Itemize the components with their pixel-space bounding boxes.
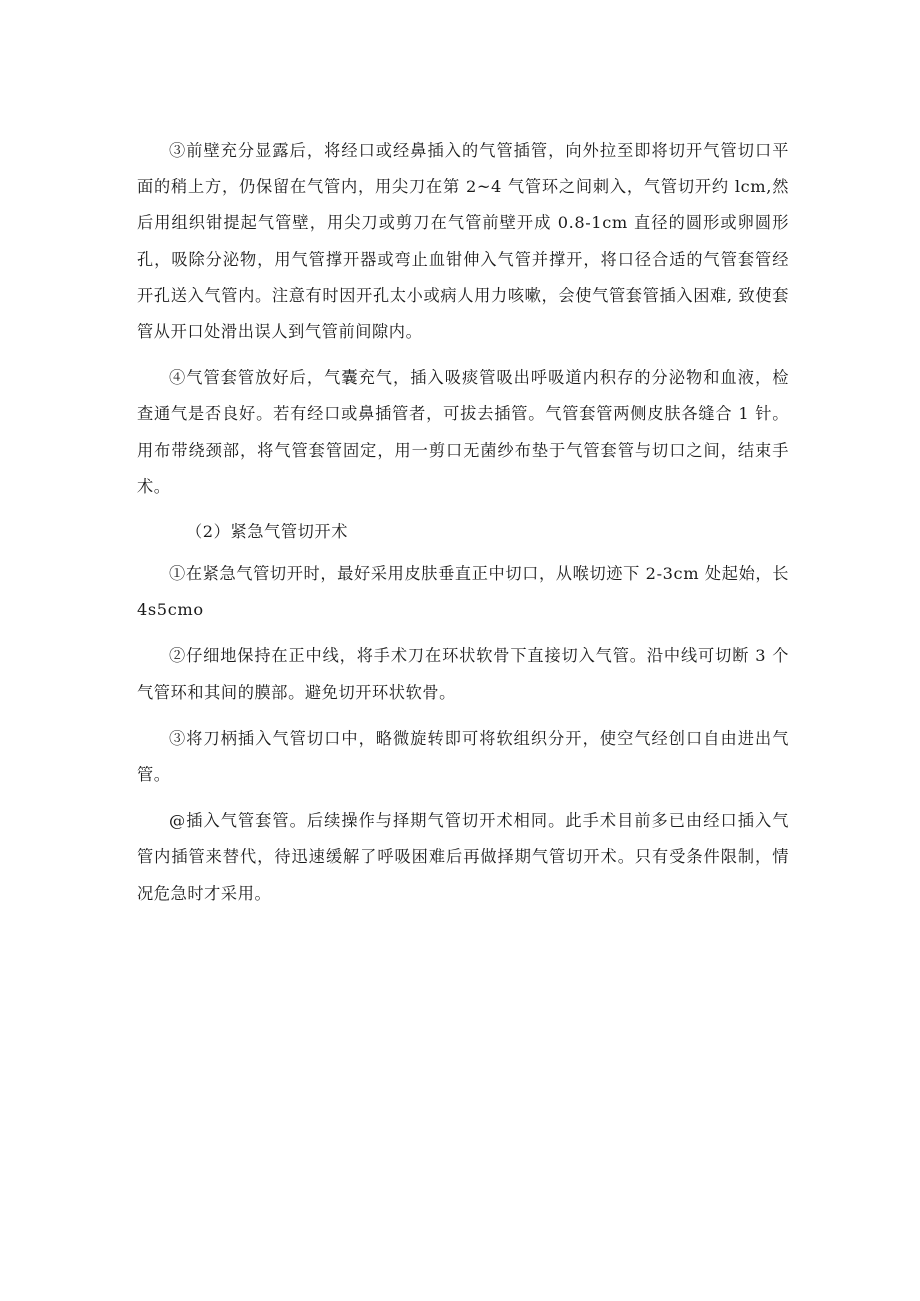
paragraph-emergency-step-3: ③将刀柄插入气管切口中，略微旋转即可将软组织分开，使空气经创口自由进出气管。	[137, 728, 789, 785]
document-page	[137, 133, 789, 922]
paragraph-emergency-step-4: @插入气管套管。后续操作与择期气管切开术相同。此手术目前多已由经口插入气管内插管来替代，待迅速缓解了呼吸困难后再做择期气管切开术。只有受条件限制，情况危急时才采用。	[137, 811, 789, 903]
paragraph-emergency-step-1: ①在紧急气管切开时，最好采用皮肤垂直正中切口，从喉切迹下 2-3cm 处起始，长4s5cmo	[137, 564, 789, 620]
paragraph-step-3-incision: ③前壁充分显露后，将经口或经鼻插入的气管插管，向外拉至即将切开气管切口平面的稍上方，仍保留在气管内，用尖刀在第 2~4 气管环之间刺入，气管切开约 lcm,然后用组织钳提起气管壁，用尖刀或剪刀在气管前壁开成 0.8-1cm 直径的圆形或卵圆形孔，吸除分泌物，用气管撑开器或弯止血钳伸入气管并撑开，将口径合适的气管套管经开孔送入气管内。注意有时因开孔太小或病人用力咳嗽，会使气管套管插入困难, 致使套管从开口处滑出误人到气管前间隙内。	[137, 141, 789, 342]
paragraph-emergency-step-2: ②仔细地保持在正中线，将手术刀在环状软骨下直接切入气管。沿中线可切断 3 个气管环和其间的膜部。避免切开环状软骨。	[137, 646, 789, 702]
section-heading-emergency-tracheotomy: （2）紧急气管切开术	[186, 522, 348, 542]
paragraph-step-4-cannula: ④气管套管放好后，气囊充气，插入吸痰管吸出呼吸道内积存的分泌物和血液，检查通气是否良好。若有经口或鼻插管者，可拔去插管。气管套管两侧皮肤各缝合 1 针。用布带绕颈部，将气管套管固定，用一剪口无菌纱布垫于气管套管与切口之间，结束手术。	[137, 368, 789, 496]
